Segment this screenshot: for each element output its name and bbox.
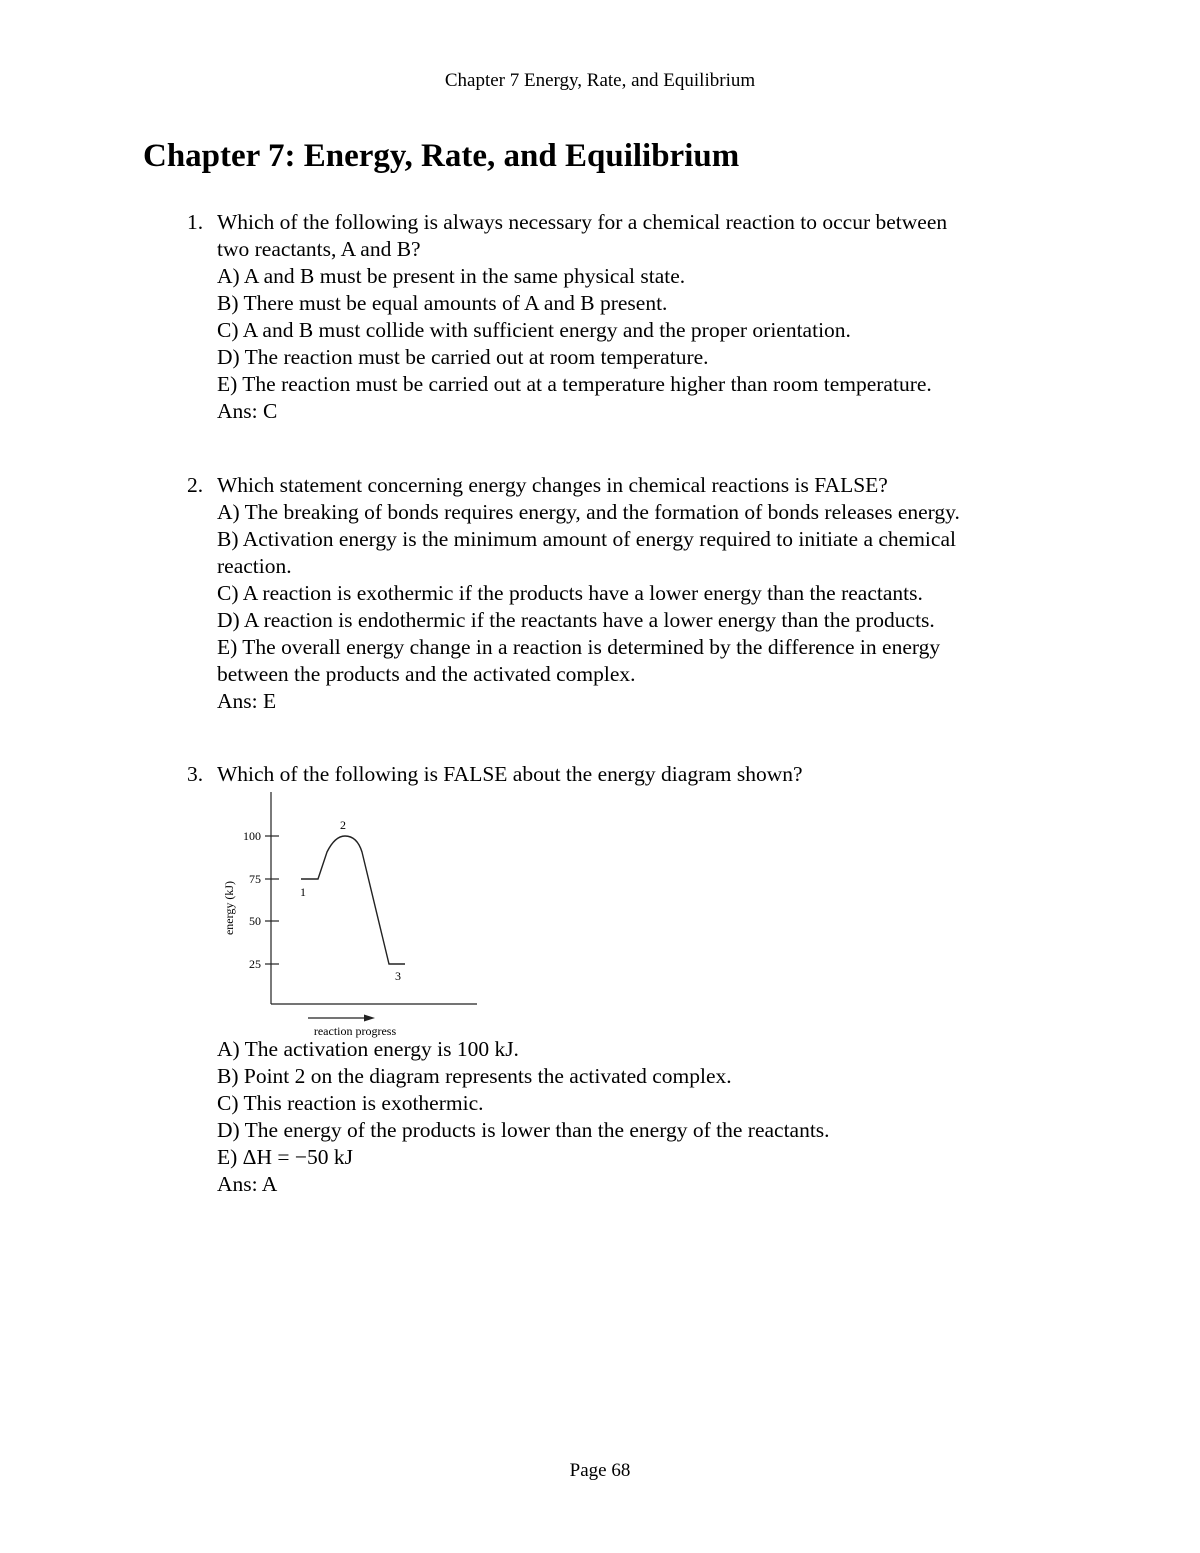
x-axis-label: reaction progress xyxy=(313,1024,397,1038)
y-tick-label-75: 75 xyxy=(249,872,261,886)
point-label-1: 1 xyxy=(300,885,306,899)
question-number: 1. xyxy=(187,210,204,234)
page-number: Page 68 xyxy=(569,1460,631,1481)
option-d: D) The energy of the products is lower than the energy of the reactants. xyxy=(217,1118,830,1142)
running-header: Chapter 7 Energy, Rate, and Equilibrium xyxy=(444,70,756,91)
y-axis-label: energy (kJ) xyxy=(222,880,236,936)
option-d: D) A reaction is endothermic if the reactants have a lower energy than the products. xyxy=(217,608,935,632)
question-2 xyxy=(187,472,1047,715)
progress-arrow-head xyxy=(364,1015,375,1022)
y-tick-label-50: 50 xyxy=(249,914,261,928)
question-stem-line: two reactants, A and B? xyxy=(217,237,421,261)
question-stem-line: Which of the following is always necessary for a chemical reaction to occur between xyxy=(217,210,948,234)
option-e: E) ΔH = −50 kJ xyxy=(217,1145,354,1169)
option-e: E) The reaction must be carried out at a temperature higher than room temperature. xyxy=(217,372,932,396)
question-1 xyxy=(187,209,1047,425)
option-e-continued: between the products and the activated complex. xyxy=(217,662,636,686)
answer-key: Ans: A xyxy=(217,1172,278,1196)
option-a: A) The breaking of bonds requires energy, and the formation of bonds releases energy. xyxy=(217,500,960,524)
question-3 xyxy=(187,761,1047,1198)
option-c: C) This reaction is exothermic. xyxy=(217,1091,484,1115)
option-b-continued: reaction. xyxy=(217,554,292,578)
option-b: B) There must be equal amounts of A and B present. xyxy=(217,291,668,315)
option-c: C) A and B must collide with sufficient energy and the proper orientation. xyxy=(217,318,851,342)
point-label-2: 2 xyxy=(340,818,346,832)
question-stem-line: Which of the following is FALSE about the energy diagram shown? xyxy=(217,762,803,786)
y-tick-label-100: 100 xyxy=(243,829,261,843)
answer-key: Ans: C xyxy=(217,399,278,423)
energy-profile-curve xyxy=(301,836,405,964)
option-b: B) Activation energy is the minimum amount of energy required to initiate a chemical xyxy=(217,527,956,551)
point-label-3: 3 xyxy=(395,969,401,983)
option-a: A) A and B must be present in the same physical state. xyxy=(217,264,686,288)
option-b: B) Point 2 on the diagram represents the activated complex. xyxy=(217,1064,732,1088)
y-tick-label-25: 25 xyxy=(249,957,261,971)
question-number: 2. xyxy=(187,473,204,497)
answer-key: Ans: E xyxy=(217,689,277,713)
option-a: A) The activation energy is 100 kJ. xyxy=(217,1037,519,1061)
question-number: 3. xyxy=(187,762,204,786)
option-d: D) The reaction must be carried out at room temperature. xyxy=(217,345,709,369)
chapter-title: Chapter 7: Energy, Rate, and Equilibrium xyxy=(143,138,740,174)
energy-diagram xyxy=(217,790,517,1042)
option-c: C) A reaction is exothermic if the products have a lower energy than the reactants. xyxy=(217,581,923,605)
energy-diagram-svg xyxy=(217,790,517,1042)
option-e: E) The overall energy change in a reaction is determined by the difference in energy xyxy=(217,635,941,659)
question-stem-line: Which statement concerning energy changes in chemical reactions is FALSE? xyxy=(217,473,888,497)
